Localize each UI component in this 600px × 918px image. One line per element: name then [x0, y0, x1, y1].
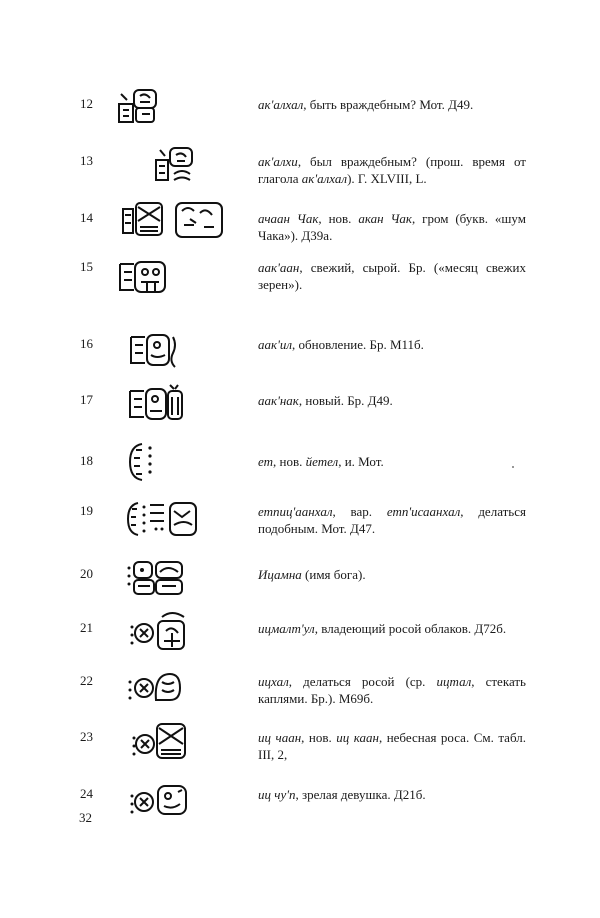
gloss-text: ). Г. XLVIII, L.: [347, 171, 427, 186]
gloss-text: , вар.: [332, 504, 387, 519]
maya-term: иц чаан: [258, 730, 302, 745]
maya-term: ицмалт'ул: [258, 621, 315, 636]
gloss-text: , обновление. Бр. М11б.: [292, 337, 424, 352]
entry-text: [258, 786, 526, 803]
entry-text: [258, 259, 526, 293]
gloss-text: , нов.: [301, 730, 337, 745]
maya-term: ак'алхи: [258, 154, 298, 169]
gloss-text: , стекать каплями. Бр.). М69б.: [258, 674, 526, 706]
entry-number: 23: [80, 729, 93, 744]
gloss-text: , зрелая девушка. Д21б.: [295, 787, 426, 802]
gloss-text: (имя бога).: [301, 567, 366, 582]
gloss-text: , нов.: [318, 211, 359, 226]
maya-term: етп'исаанхал: [386, 504, 461, 519]
gloss-text: , быть враждебным? Мот. Д49.: [303, 97, 474, 112]
gloss-text: , был враждебным? (прош. время от глагола: [258, 154, 526, 186]
entry-text: [258, 336, 526, 353]
maya-glyph-icon: [126, 558, 188, 598]
maya-term: аак'нак: [258, 393, 299, 408]
maya-term: ачаан Чак: [258, 211, 319, 226]
entry-number: 19: [80, 503, 93, 518]
entry-number: 15: [80, 259, 93, 274]
entry-number: 17: [80, 392, 93, 407]
maya-glyph-icon: [128, 782, 190, 822]
maya-glyph-icon: [152, 146, 198, 186]
maya-glyph-icon: [131, 720, 189, 764]
entry-text: [258, 153, 526, 187]
gloss-text: , делаться подобным. Мот. Д47.: [258, 504, 526, 536]
maya-term: ицтал: [436, 674, 472, 689]
entry-text: [258, 503, 526, 537]
entry-number: 21: [80, 620, 93, 635]
gloss-text: , свежий, сырой. Бр. («месяц свежих зерен»).: [258, 260, 526, 292]
maya-glyph-icon: [120, 199, 226, 241]
entry-text: [258, 210, 526, 244]
entry-text: [258, 673, 526, 707]
gloss-text: , делаться росой (ср.: [288, 674, 437, 689]
maya-glyph-icon: [126, 668, 184, 706]
maya-term: Ицамна: [258, 567, 302, 582]
maya-term: аак'аан: [258, 260, 300, 275]
maya-glyph-icon: [116, 88, 164, 126]
gloss-text: , новый. Бр. Д49.: [298, 393, 393, 408]
maya-glyph-icon: [117, 258, 171, 298]
gloss-text: , и. Мот.: [338, 454, 384, 469]
maya-term: иц каан: [336, 730, 379, 745]
entry-text: [258, 729, 526, 763]
page-number: 32: [79, 810, 92, 825]
maya-term: етпиц'аанхал: [258, 504, 333, 519]
entry-text: [258, 566, 526, 583]
entry-number: 12: [80, 96, 93, 111]
maya-term: ак'алхал: [258, 97, 304, 112]
entry-number: 16: [80, 336, 93, 351]
entry-number: 24: [80, 786, 93, 801]
maya-glyph-icon: [126, 499, 200, 541]
entry-number: 22: [80, 673, 93, 688]
scan-speck: [512, 466, 514, 468]
gloss-text: , небесная роса. См. табл. III, 2,: [258, 730, 526, 762]
maya-term: аак'ил: [258, 337, 293, 352]
gloss-text: , владеющий росой облаков. Д72б.: [314, 621, 507, 636]
maya-glyph-icon: [127, 331, 181, 371]
maya-term: иц чу'п: [258, 787, 296, 802]
entry-number: 18: [80, 453, 93, 468]
gloss-text: , нов.: [273, 454, 306, 469]
entry-text: [258, 453, 526, 470]
maya-glyph-icon: [128, 609, 190, 653]
entry-text: [258, 392, 526, 409]
entry-number: 13: [80, 153, 93, 168]
entry-number: 20: [80, 566, 93, 581]
maya-term: йетел: [305, 454, 339, 469]
maya-term: акан Чак: [358, 211, 412, 226]
maya-glyph-icon: [126, 383, 186, 425]
maya-term: ицхал: [258, 674, 289, 689]
maya-glyph-icon: [128, 440, 158, 484]
maya-term: ак'алхал: [301, 171, 348, 186]
entry-text: [258, 620, 526, 637]
gloss-text: , гром (букв. «шум Чака»). Д39а.: [258, 211, 526, 243]
maya-term: ет: [258, 454, 273, 469]
entry-text: [258, 96, 526, 113]
entry-number: 14: [80, 210, 93, 225]
